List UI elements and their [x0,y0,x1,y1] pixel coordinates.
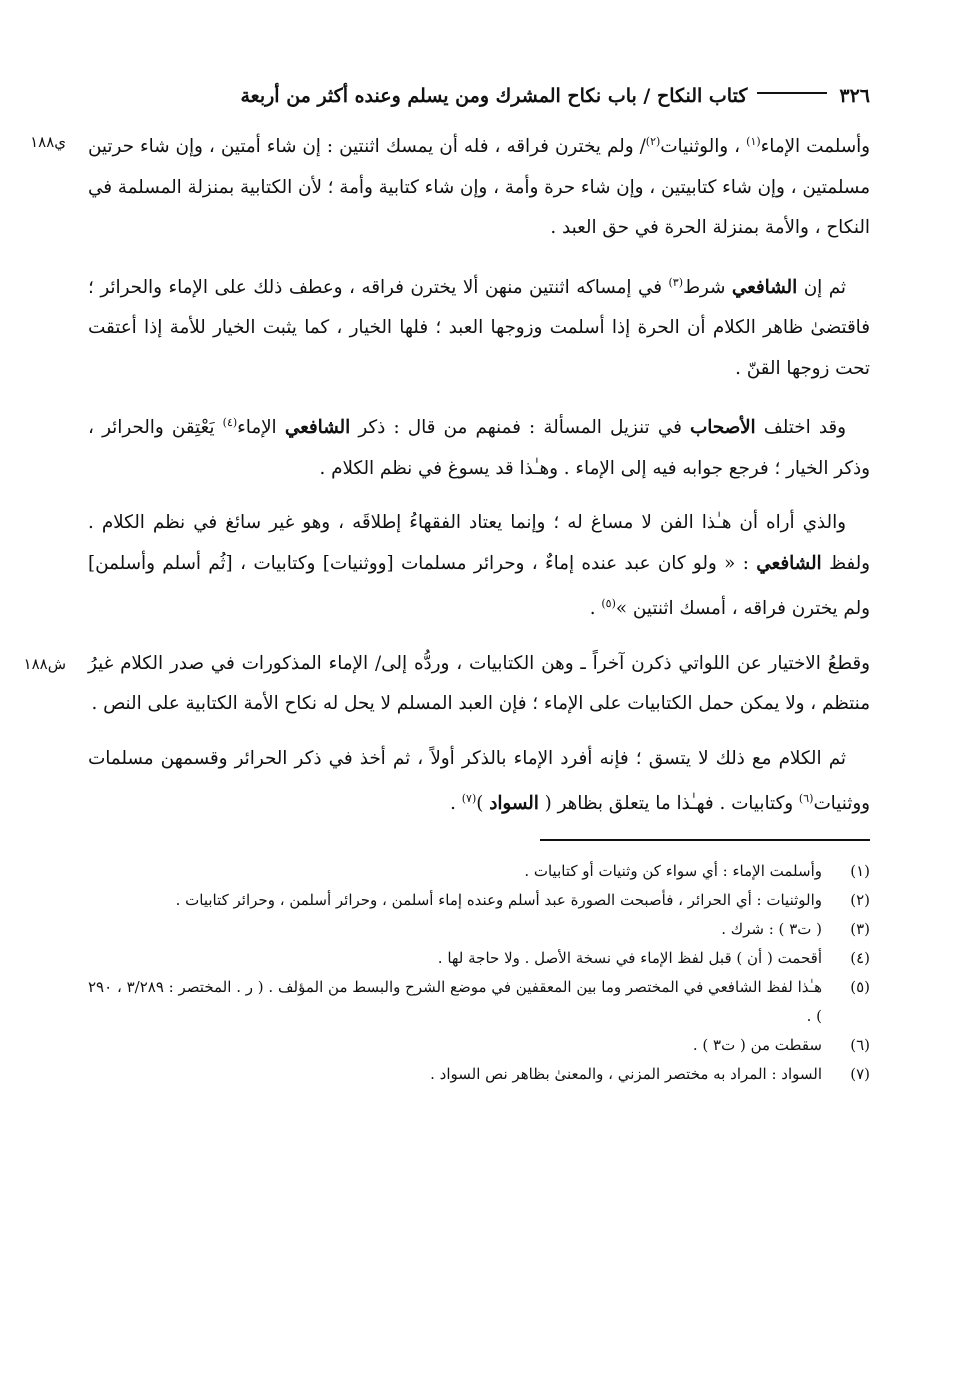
footnote-item [88,1060,870,1089]
text-run: وقطعُ الاختيار عن اللواتي ذكرن آخراً ـ وهن الكتابيات ، وردُّه إلى/ الإماء المذكورات في صدر الكلام غيرُ منتظم ، ولا يمكن حمل الكتابيات على الإماء ؛ فإن العبد المسلم لا يحل له نكاح الأمة الكتابية على النص . [88,652,870,715]
text-run: وأسلمت الإماء [760,136,870,158]
page-number: ٣٢٦ [839,85,870,107]
text-run: . [450,793,462,815]
footnote-number: (٦) [850,1035,870,1054]
footnote-separator [540,839,870,841]
text-run: : « ولو كان عبد عنده إماءٌ ، وحرائر مسلمات [ووثنيات] وكتابيات ، [ثُم أسلم وأسلمن] ولم يخترن فراقه ، أمسك اثنتين » [88,552,870,620]
footnote-text: السواد : المراد به مختصر المزني ، والمعنىٰ بظاهر نص السواد . [430,1064,822,1083]
footnotes [88,857,870,1089]
paragraph-2 [88,263,870,390]
text-run: في تنزيل المسألة : فمنهم من قال : ذكر [350,417,690,439]
text-run: ثم إن [797,276,846,298]
footnote-ref-7: (٧) [461,792,477,806]
header-rule [757,92,827,94]
text-run: وكتابيات . فهـٰذا ما يتعلق بظاهر ( [538,793,799,815]
footnote-number: (٢) [850,890,870,909]
paragraph-3 [88,403,870,489]
text-run: وقد اختلف [755,417,846,439]
text-run: الإماء [237,417,285,439]
bold-name: الشافعي [731,276,798,298]
bold-name: الأصحاب [689,417,756,439]
footnote-ref-2: (٢) [645,135,661,148]
text-run: يَعْتِقن والحرائر ، وذكر الخيار ؛ فرجع جوابه فيه إلى الإماء . وهـٰذا قد يسوغ في نظم الكلام . [88,417,870,479]
text-run: والذي أراه أن هـٰذا الفن لا مساغ له ؛ وإنما يعتاد الفقهاءُ إطلاقَه ، وهو غير سائغ في نظم الكلام . ولفظ [88,512,870,574]
paragraph-1 [30,122,870,249]
footnote-ref-1: (١) [746,135,761,148]
text-run: ثم الكلام مع ذلك لا يتسق ؛ فإنه أفرد الإماء بالذكر أولاً ، ثم أخذ في ذكر الحرائر وقسمهن مسلمات ووثنيات [88,747,870,815]
text-run: / ولم يخترن فراقه ، فله أن يمسك اثنتين : إن شاء أمتين ، وإن شاء حرتين مسلمتين ، وإن شاء كتابيتين ، وإن شاء حرة وأمة ، وإن شاء كتابية وأمة ؛ لأن الكتابية بمنزلة المسلمة في النكاح ، والأمة بمنزلة الحرة في حق العبد . [87,136,870,239]
margin-note-1: ي١٨٨ [30,133,66,151]
footnote-item [88,915,870,944]
bold-name: الشافعي [284,417,351,439]
footnote-item [88,857,870,886]
footnote-ref-6: (٦) [798,792,814,806]
footnote-item [88,973,870,1031]
running-header [88,76,870,116]
paragraph-6 [88,739,870,825]
paragraph-4 [88,503,870,630]
bold-name: السواد [489,793,539,815]
margin-note-2: ش١٨٨ [23,654,66,673]
book-page [23,76,870,1089]
bold-name: الشافعي [756,552,822,574]
footnote-number: (٤) [850,948,870,967]
footnote-text: أقحمت ( أن ) قبل لفظ الإماء في نسخة الأصل . ولا حاجة لها . [437,948,822,967]
footnote-text: ( ت٣ ) : شرك . [721,919,822,938]
footnote-text: سقطت من ( ت٣ ) . [692,1035,822,1054]
footnote-number: (٥) [850,977,870,996]
paragraph-5 [23,644,870,725]
text-run: . [589,598,602,620]
running-title: كتاب النكاح / باب نكاح المشرك ومن يسلم وعنده أكثر من أربعة [240,85,748,107]
footnote-number: (١) [850,861,870,880]
text-run: شرط [683,276,732,298]
footnote-ref-4: (٤) [222,416,238,430]
footnote-item [88,1031,870,1060]
footnote-ref-5: (٥) [601,597,616,611]
footnote-number: (٧) [850,1064,870,1083]
footnote-item [88,886,870,915]
text-run: ، والوثنيات [660,136,747,158]
footnote-number: (٣) [850,919,870,938]
footnote-text: والوثنيات : أي الحرائر ، فأصبحت الصورة عبد أسلم وعنده إماء أسلمن ، وحرائر أسلمن ، وحرائر كتابيات . [175,890,822,909]
footnote-item [88,944,870,973]
main-text [23,122,870,825]
footnote-ref-3: (٣) [668,275,684,289]
text-run: ) [476,793,490,815]
footnote-text: وأسلمت الإماء : أي سواء كن وثنيات أو كتابيات . [524,861,822,880]
footnote-text: هـٰذا لفظ الشافعي في المختصر وما بين المعقفين في موضع الشرح والبسط من المؤلف . ( ر . المختصر : ٣/٢٨٩ ، ٢٩٠ ) . [88,977,822,1025]
text-run: في إمساكه اثنتين منهن ألا يخترن فراقه ، وعطف ذلك على الإماء والحرائر ؛ فاقتضىٰ ظاهر الكلام أن الحرة إذا أسلمت وزوجها العبد ؛ فلها الخيار ، كما يثبت الخيار للأمة إذا أعتقت تحت زوجها القنّ . [88,276,870,379]
